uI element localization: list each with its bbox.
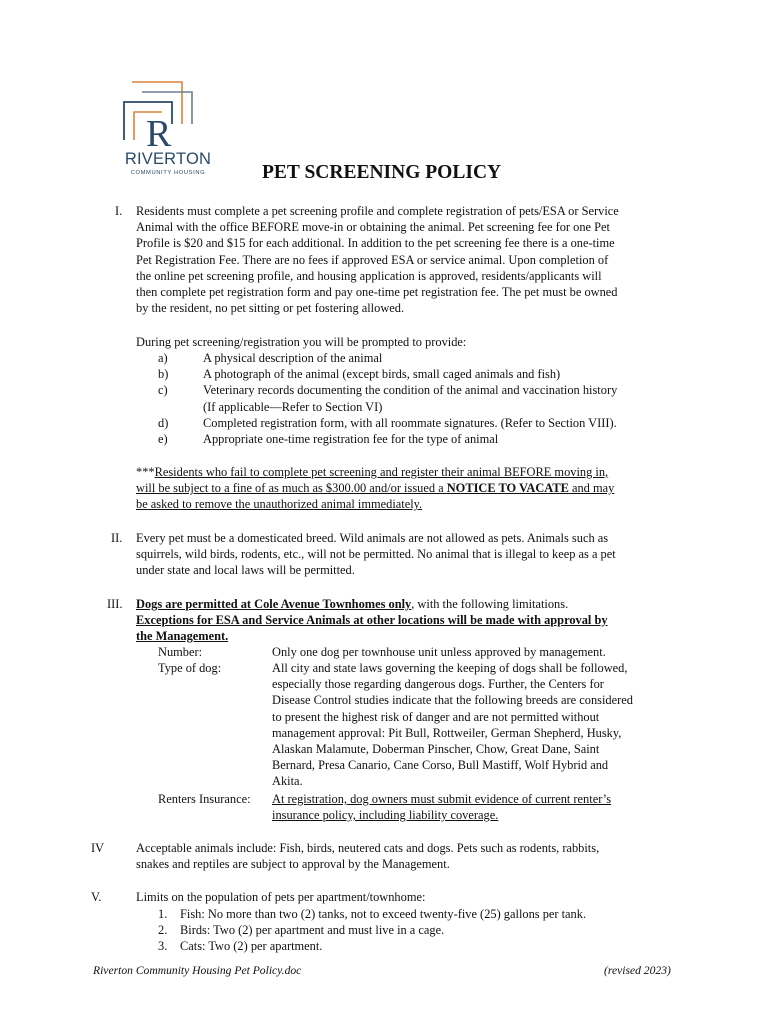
warning-text: be asked to remove the unauthorized animal immediately. (136, 497, 423, 512)
section-1-line: Animal with the office BEFORE move-in or obtaining the animal. Pet screening fee for one Pet (136, 220, 610, 235)
list-marker: 3. (158, 939, 168, 953)
type-of-dog-label: Type of dog: (158, 661, 222, 675)
list-text: A photograph of the animal (except birds, small caged animals and fish) (203, 367, 561, 381)
section-2-paragraph (136, 530, 681, 579)
fine-warning (136, 464, 681, 513)
dogs-permitted-heading: Dogs are permitted at Cole Avenue Townhomes only (136, 597, 412, 611)
section-3-heading (136, 596, 681, 645)
warning-text: Residents who fail to complete pet screening and register their animal BEFORE moving in, (154, 465, 609, 479)
section-4-line: Acceptable animals include: Fish, birds, neutered cats and dogs. Pets such as rodents, rabbits, (136, 841, 600, 855)
heading-rest: , with the following limitations. (411, 597, 569, 611)
section-5-number: V. (91, 890, 102, 904)
section-2-line: Every pet must be a domesticated breed. Wild animals are not allowed as pets. Animals such as (136, 531, 609, 545)
list-marker: 1. (158, 907, 168, 921)
logo-wordmark: RIVERTON (124, 150, 212, 168)
section-4-number: IV (91, 841, 105, 855)
type-line: management approval: Pit Bull, Rottweiler, German Shepherd, Husky, (272, 725, 622, 740)
number-label: Number: (158, 645, 203, 659)
type-line: Disease Control studies indicate that the following breeds are considered (272, 693, 633, 708)
number-value: Only one dog per townhouse unit unless approved by management. (272, 645, 606, 659)
insurance-line: insurance policy, including liability coverage. (272, 808, 499, 823)
list-text: Fish: No more than two (2) tanks, not to exceed twenty-five (25) gallons per tank. (180, 907, 587, 921)
exceptions-note: Exceptions for ESA and Service Animals at other locations will be made with approval by (136, 613, 608, 628)
renters-insurance-label: Renters Insurance: (158, 792, 251, 806)
type-line: All city and state laws governing the keeping of dogs shall be followed, (272, 661, 628, 675)
section-1-number: I. (115, 204, 123, 218)
warning-prefix: *** (136, 465, 155, 479)
section-1-line: then complete pet registration form and pay one-time pet registration fee. The pet must be owned (136, 285, 618, 300)
type-line: to present the highest risk of danger and are not permitted without (272, 709, 600, 724)
section-2-line: squirrels, wild birds, rodents, etc., will not be permitted. No animal that is illegal to keep as a pet (136, 547, 616, 562)
warning-text: and may (568, 481, 615, 496)
list-text: Completed registration form, with all roommate signatures. (Refer to Section VIII). (203, 416, 617, 430)
type-line: Bernard, Presa Canario, Cane Corso, Bull Mastiff, Wolf Hybrid and (272, 758, 609, 773)
notice-to-vacate: NOTICE TO VACATE (446, 481, 569, 496)
section-3-number: III. (107, 597, 123, 611)
section-1-line: Pet Registration Fee. There are no fees if approved ESA or service animal. Upon completion of (136, 252, 609, 267)
section-1-line: Residents must complete a pet screening profile and complete registration of pets/ESA or Service (136, 204, 619, 218)
list-item (158, 399, 382, 415)
section-1-line: the online pet screening profile, and housing application is approved, residents/applicants will (136, 268, 602, 283)
footer-revision: (revised 2023) (604, 964, 671, 977)
section-1-paragraph (136, 203, 681, 316)
section-4-paragraph (136, 840, 681, 872)
type-line: especially those regarding dangerous dogs. Further, the Centers for (272, 677, 604, 692)
list-marker: c) (158, 383, 168, 397)
list-item (158, 922, 444, 938)
svg-text:R: R (146, 113, 172, 155)
section-2-number: II. (111, 531, 123, 545)
type-line: Alaskan Malamute, Doberman Pinscher, Chow, Great Dane, Saint (272, 742, 600, 757)
list-marker: e) (158, 432, 168, 446)
list-item (158, 431, 498, 447)
list-text: Birds: Two (2) per apartment and must live in a cage. (180, 923, 445, 937)
list-item (158, 415, 617, 431)
page-title: PET SCREENING POLICY (262, 162, 502, 183)
list-marker: d) (158, 416, 169, 430)
exceptions-note: the Management. (136, 629, 229, 644)
logo-subtitle: COMMUNITY HOUSING (130, 170, 206, 176)
footer-filename: Riverton Community Housing Pet Policy.doc (93, 964, 302, 977)
renters-insurance-value (272, 791, 611, 823)
list-text: Veterinary records documenting the condition of the animal and vaccination history (203, 383, 618, 397)
list-item (158, 906, 586, 922)
warning-text: will be subject to a fine of as much as $300.00 and/or issued a (136, 481, 447, 496)
section-1-line: Profile is $20 and $15 for each additional. In addition to the pet screening fee there is a one-time (136, 236, 615, 251)
list-marker: 2. (158, 923, 168, 937)
section-1-line: by the resident, no pet sitting or pet fostering allowed. (136, 301, 405, 316)
list-marker: b) (158, 367, 169, 381)
list-text: Cats: Two (2) per apartment. (180, 939, 323, 953)
insurance-line: At registration, dog owners must submit evidence of current renter’s (272, 792, 612, 806)
list-item (158, 366, 560, 382)
screening-prompt: During pet screening/registration you will be prompted to provide: (136, 335, 467, 349)
list-item (158, 938, 322, 954)
list-text: (If applicable—Refer to Section VI) (203, 400, 383, 414)
section-4-line: snakes and reptiles are subject to approval by the Management. (136, 857, 450, 872)
type-of-dog-value (272, 660, 633, 790)
list-marker: a) (158, 351, 168, 365)
list-item (158, 350, 382, 366)
section-2-line: under state and local laws will be permitted. (136, 563, 355, 578)
list-text: Appropriate one-time registration fee for the type of animal (203, 432, 499, 446)
list-item (158, 382, 617, 398)
list-text: A physical description of the animal (203, 351, 383, 365)
section-5-intro: Limits on the population of pets per apartment/townhome: (136, 890, 426, 904)
type-line: Akita. (272, 774, 303, 789)
